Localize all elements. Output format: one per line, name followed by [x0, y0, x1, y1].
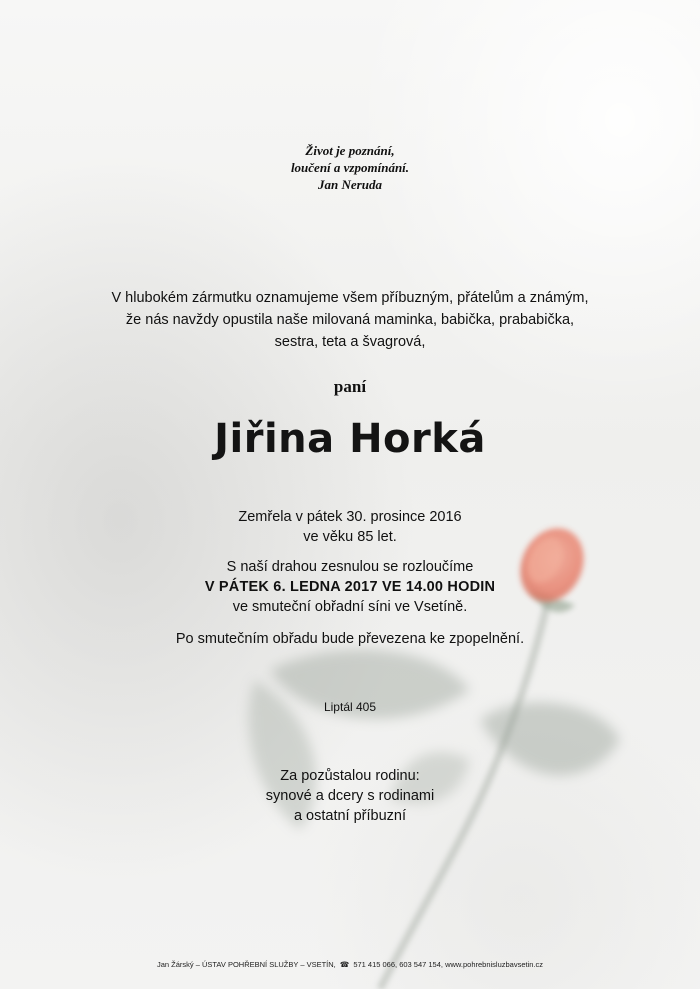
quote [0, 142, 700, 193]
quote-line-1: Život je poznání, [305, 143, 395, 158]
announcement-line-3: sestra, teta a švagrová, [274, 334, 426, 350]
death-date: Zemřela v pátek 30. prosince 2016 [238, 509, 462, 525]
family-line-2: synové a dcery s rodinami [265, 788, 435, 804]
footer-contact: 571 415 066, 603 547 154, www.pohrebnisluzbavsetin.cz [353, 960, 544, 969]
announcement [0, 287, 700, 353]
deceased-name: Jiřina Horká [214, 416, 486, 462]
death-info [0, 507, 700, 547]
farewell-datetime: V PÁTEK 6. LEDNA 2017 VE 14.00 HODIN [204, 579, 496, 595]
footer [0, 960, 700, 969]
farewell-intro: S naší drahou zesnulou se rozloučíme [226, 559, 474, 575]
honorific: paní [333, 377, 367, 396]
quote-line-2: loučení a vzpomínání. [290, 160, 410, 175]
farewell-info [0, 557, 700, 617]
family-signature [0, 766, 700, 826]
farewell-place: ve smuteční obřadní síni ve Vsetíně. [232, 599, 468, 615]
death-age: ve věku 85 let. [303, 529, 397, 545]
family-line-1: Za pozůstalou rodinu: [280, 768, 420, 784]
quote-author: Jan Neruda [318, 177, 382, 192]
announcement-line-2: že nás navždy opustila naše milovaná maminka, babička, prababička, [125, 312, 575, 328]
announcement-line-1: V hlubokém zármutku oznamujeme všem příbuzným, přátelům a známým, [111, 290, 589, 306]
phone-icon: ☎ [339, 960, 350, 969]
cremation-note: Po smutečním obřadu bude převezena ke zpopelnění. [175, 631, 525, 647]
family-line-3: a ostatní příbuzní [293, 808, 407, 824]
footer-company: Jan Žárský – ÚSTAV POHŘEBNÍ SLUŽBY – VSETÍN, [156, 960, 336, 969]
address: Liptál 405 [323, 700, 377, 714]
